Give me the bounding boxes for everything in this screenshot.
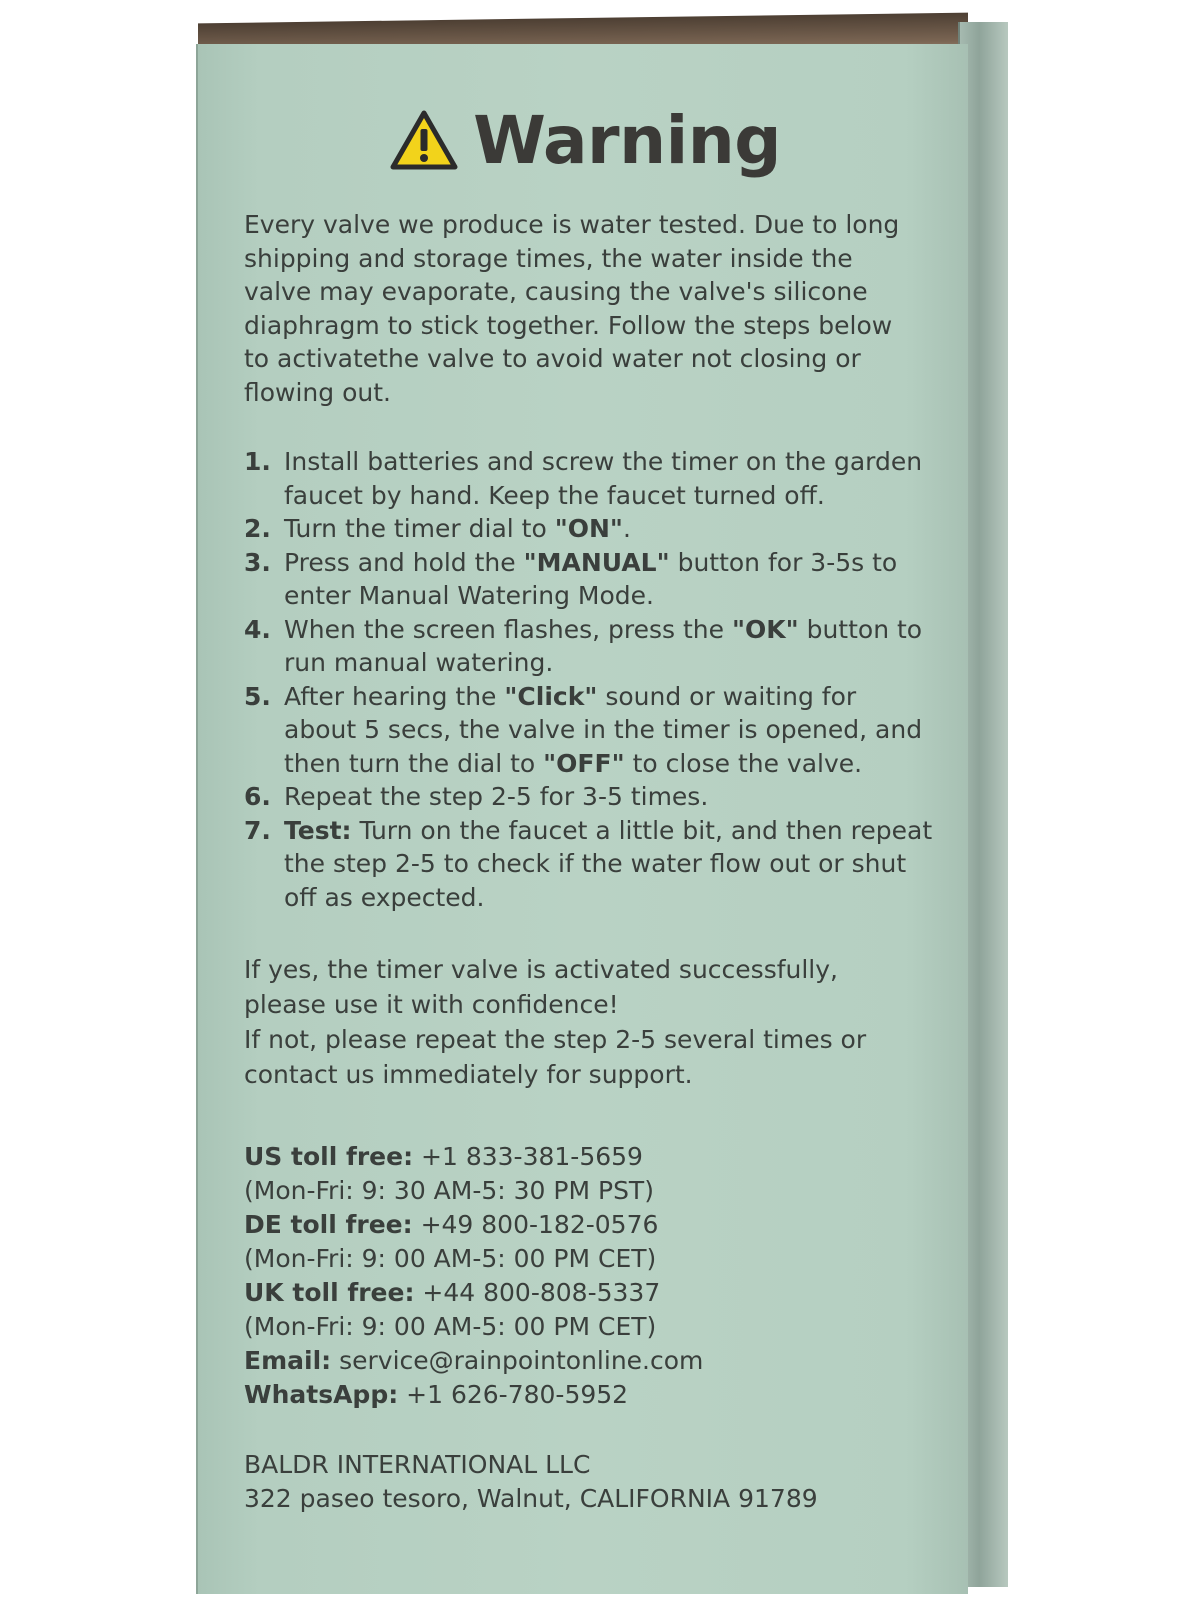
outcome-line: please use it with confidence! [244, 990, 619, 1019]
step-number: 7. [244, 815, 271, 845]
uk-phone: UK toll free: +44 800-808-5337 [244, 1278, 661, 1307]
step-text: When the screen flashes, press the "OK" button to run manual watering. [284, 614, 923, 677]
list-item [244, 814, 934, 915]
step-text: Install batteries and screw the timer on the garden faucet by hand. Keep the faucet turned off. [284, 447, 923, 510]
step-number: 3. [244, 547, 271, 577]
list-item [244, 780, 934, 814]
intro-paragraph: Every valve we produce is water tested. Due to long shipping and storage times, the water inside the valve may evaporate, causing the valve's silicone diaphragm to stick together. Follow the steps below to activatethe valve to avoid water not closing or flowing out. [244, 210, 900, 407]
warning-header [236, 100, 934, 180]
whatsapp: WhatsApp: +1 626-780-5952 [244, 1380, 629, 1409]
activation-steps [244, 445, 934, 914]
list-item [244, 613, 934, 680]
step-text: Press and hold the "MANUAL" button for 3-5s to enter Manual Watering Mode. [284, 547, 898, 610]
us-phone: US toll free: +1 833-381-5659 [244, 1142, 643, 1171]
step-text: Turn the timer dial to "ON". [284, 514, 631, 543]
step-text: Repeat the step 2-5 for 3-5 times. [284, 782, 709, 811]
step-text: After hearing the "Click" sound or waiting for about 5 secs, the valve in the timer is opened, and then turn the dial to "OFF" to close the valve. [284, 681, 923, 778]
list-item [244, 680, 934, 781]
company-info [244, 1448, 934, 1516]
us-hours: (Mon-Fri: 9: 30 AM-5: 30 PM PST) [244, 1176, 654, 1205]
warning-title: Warning [473, 101, 781, 179]
email: Email: service@rainpointonline.com [244, 1346, 704, 1375]
outcome-line: contact us immediately for support. [244, 1060, 693, 1089]
step-text: Test: Turn on the faucet a little bit, and then repeat the step 2-5 to check if the water flow out or shut off as expected. [284, 815, 933, 912]
list-item [244, 445, 934, 512]
step-number: 1. [244, 447, 271, 476]
uk-hours: (Mon-Fri: 9: 00 AM-5: 00 PM CET) [244, 1312, 657, 1341]
company-name: BALDR INTERNATIONAL LLC [244, 1450, 591, 1479]
list-item [244, 546, 934, 613]
warning-label [244, 100, 934, 1516]
step-number: 4. [244, 614, 271, 644]
contact-info [244, 1140, 934, 1412]
step-number: 5. [244, 681, 271, 711]
de-hours: (Mon-Fri: 9: 00 AM-5: 00 PM CET) [244, 1244, 657, 1273]
step-number: 6. [244, 782, 271, 811]
warning-triangle-icon [389, 109, 459, 171]
step-number: 2. [244, 514, 271, 543]
company-address: 322 paseo tesoro, Walnut, CALIFORNIA 91789 [244, 1484, 818, 1513]
de-phone: DE toll free: +49 800-182-0576 [244, 1210, 659, 1239]
list-item [244, 512, 934, 546]
outcome-line: If yes, the timer valve is activated successfully, [244, 955, 838, 984]
outcome-line: If not, please repeat the step 2-5 several times or [244, 1025, 867, 1054]
outcome-paragraph [244, 952, 924, 1092]
